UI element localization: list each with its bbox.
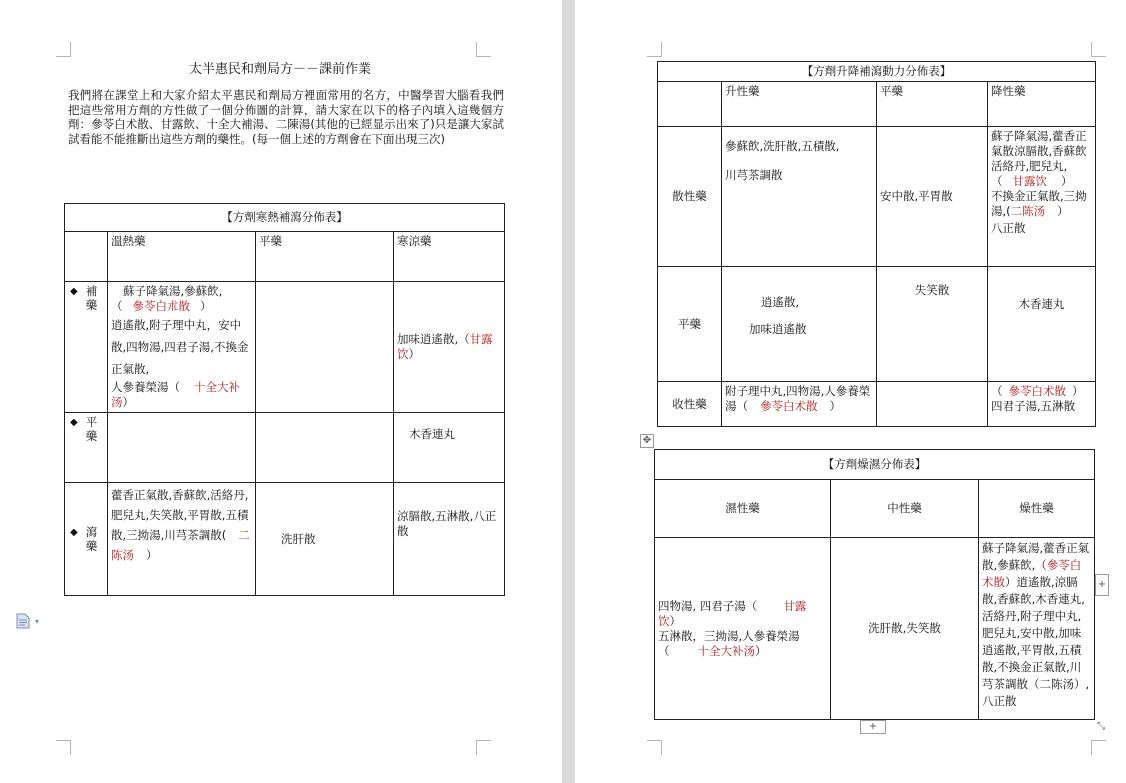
table-cell[interactable]: 四物湯, 四君子湯（ 甘露饮） 五淋散，三拗湯,人參養榮湯（ 十全大补汤） (655, 538, 831, 720)
page-gutter (562, 0, 575, 783)
corner-cell (658, 82, 722, 127)
table-cell[interactable]: 安中散,平胃散 (877, 127, 988, 267)
corner-cell (65, 232, 108, 282)
margin-corner-mark (1091, 740, 1106, 755)
table-cell[interactable]: 加味逍遙散,（甘露饮） (394, 282, 505, 413)
table-cell[interactable]: 藿香正氣散,香蘇飲,活絡丹,肥兒丸,失笑散,平胃散,五積散,三拗湯,川芎茶調散( 二陈汤 ） (108, 483, 256, 596)
table-cell[interactable] (108, 413, 256, 483)
table-cell[interactable]: 參蘇飲,洗肝散,五積散, 川芎茶調散 (722, 127, 877, 267)
row-label: 散性藥 (658, 127, 722, 267)
margin-corner-mark (1091, 42, 1106, 57)
ascend-descend-table (657, 61, 1096, 427)
row-label: ◆ 瀉藥 (65, 483, 108, 596)
table-cell[interactable]: 蘇子降氣湯,藿香正氣散涼膈散,香蘇飲活絡丹,肥兒丸, （ 甘露饮 ） 不換金正氣散,三拗湯,(二陈汤 ） 八正散 (988, 127, 1096, 267)
diamond-bullet-icon: ◆ (70, 417, 78, 428)
table-cell[interactable]: 木香連丸 (988, 267, 1096, 382)
cold-heat-table (64, 203, 505, 596)
document-page-left (0, 0, 562, 783)
table-cell[interactable]: 洗肝散 (256, 483, 394, 596)
row-label: ◆ 平藥 (65, 413, 108, 483)
intro-paragraph: 我們將在課堂上和大家介紹太平惠民和劑局方裡面常用的名方，中醫學習大腦看我們把這些常用方劑的方性做了一個分佈圖的計算，請大家在以下的格子內填入這幾個方劑：參苓白术散、甘露飲、十全大補湯、二陳湯(其他的已經显示出來了)只是讓大家試試看能不能推斷出這些方劑的藥性。(每一個上述的方劑會在下面出現三次) (68, 88, 504, 146)
table-move-handle-icon[interactable]: ✥ (640, 434, 654, 448)
table-caption: 【方劑燥濕分佈表】 (655, 450, 1095, 480)
chevron-down-icon[interactable]: ▾ (35, 617, 40, 626)
diamond-bullet-icon: ◆ (70, 527, 78, 538)
table-resize-icon[interactable]: ⤡ (1097, 721, 1105, 732)
diamond-bullet-icon: ◆ (70, 286, 78, 297)
margin-corner-mark (647, 740, 662, 755)
table-cell[interactable]: 失笑散 (877, 267, 988, 382)
margin-corner-mark (56, 42, 71, 57)
document-title: 太半惠民和劑局方－－課前作業 (188, 62, 371, 77)
column-header: 溫熱藥 (108, 232, 256, 282)
column-header: 濕性藥 (655, 480, 831, 538)
column-header: 升性藥 (722, 82, 877, 127)
column-header: 平藥 (256, 232, 394, 282)
margin-corner-mark (647, 42, 662, 57)
document-icon[interactable] (16, 613, 30, 629)
table-cell[interactable]: （ 參苓白术散 ）四君子湯,五淋散 (988, 382, 1096, 427)
table-cell[interactable]: 洗肝散,失笑散 (831, 538, 979, 720)
table-cell[interactable]: 附子理中丸,四物湯,人參養榮湯（ 參苓白术散 ） (722, 382, 877, 427)
table-cell[interactable]: 逍遙散, 加味逍遙散 (722, 267, 877, 382)
table-cell[interactable]: 涼膈散,五淋散,八正散 (394, 483, 505, 596)
table-cell[interactable]: 木香連丸 (394, 413, 505, 483)
table-cell[interactable] (256, 413, 394, 483)
column-header: 寒涼藥 (394, 232, 505, 282)
dry-wet-table (654, 449, 1095, 720)
column-header: 燥性藥 (979, 480, 1095, 538)
column-header: 降性藥 (988, 82, 1096, 127)
table-caption: 【方劑寒熱補瀉分佈表】 (65, 204, 505, 232)
table-cell[interactable] (256, 282, 394, 413)
table-cell[interactable]: 蘇子降氣湯,藿香正氣散,參蘇飲,（參苓白术散）逍遙散,涼膈散,香蘇飲,木香連丸,活絡丹,附子理中丸,肥兒丸,安中散,加味逍遙散,平胃散,五積散,不換金正氣散,川芎茶調散（二陈汤）, 八正散 (979, 538, 1095, 720)
table-cell[interactable]: 蘇子降氣湯,參蘇飲, （ 參苓白朮散 ） 逍遙散,附子理中丸，安中散,四物湯,四君子湯,不換金正氣散, 人參養榮湯（ 十全大补汤） (108, 282, 256, 413)
row-label: ◆ 補藥 (65, 282, 108, 413)
row-label: 平藥 (658, 267, 722, 382)
add-column-button[interactable]: + (1095, 574, 1109, 596)
add-row-button[interactable]: + (860, 720, 886, 734)
table-cell[interactable] (877, 382, 988, 427)
margin-corner-mark (476, 740, 491, 755)
column-header: 平藥 (877, 82, 988, 127)
row-label: 收性藥 (658, 382, 722, 427)
column-header: 中性藥 (831, 480, 979, 538)
margin-corner-mark (56, 740, 71, 755)
table-caption: 【方劑升降補瀉動力分佈表】 (658, 62, 1096, 82)
margin-corner-mark (476, 42, 491, 57)
